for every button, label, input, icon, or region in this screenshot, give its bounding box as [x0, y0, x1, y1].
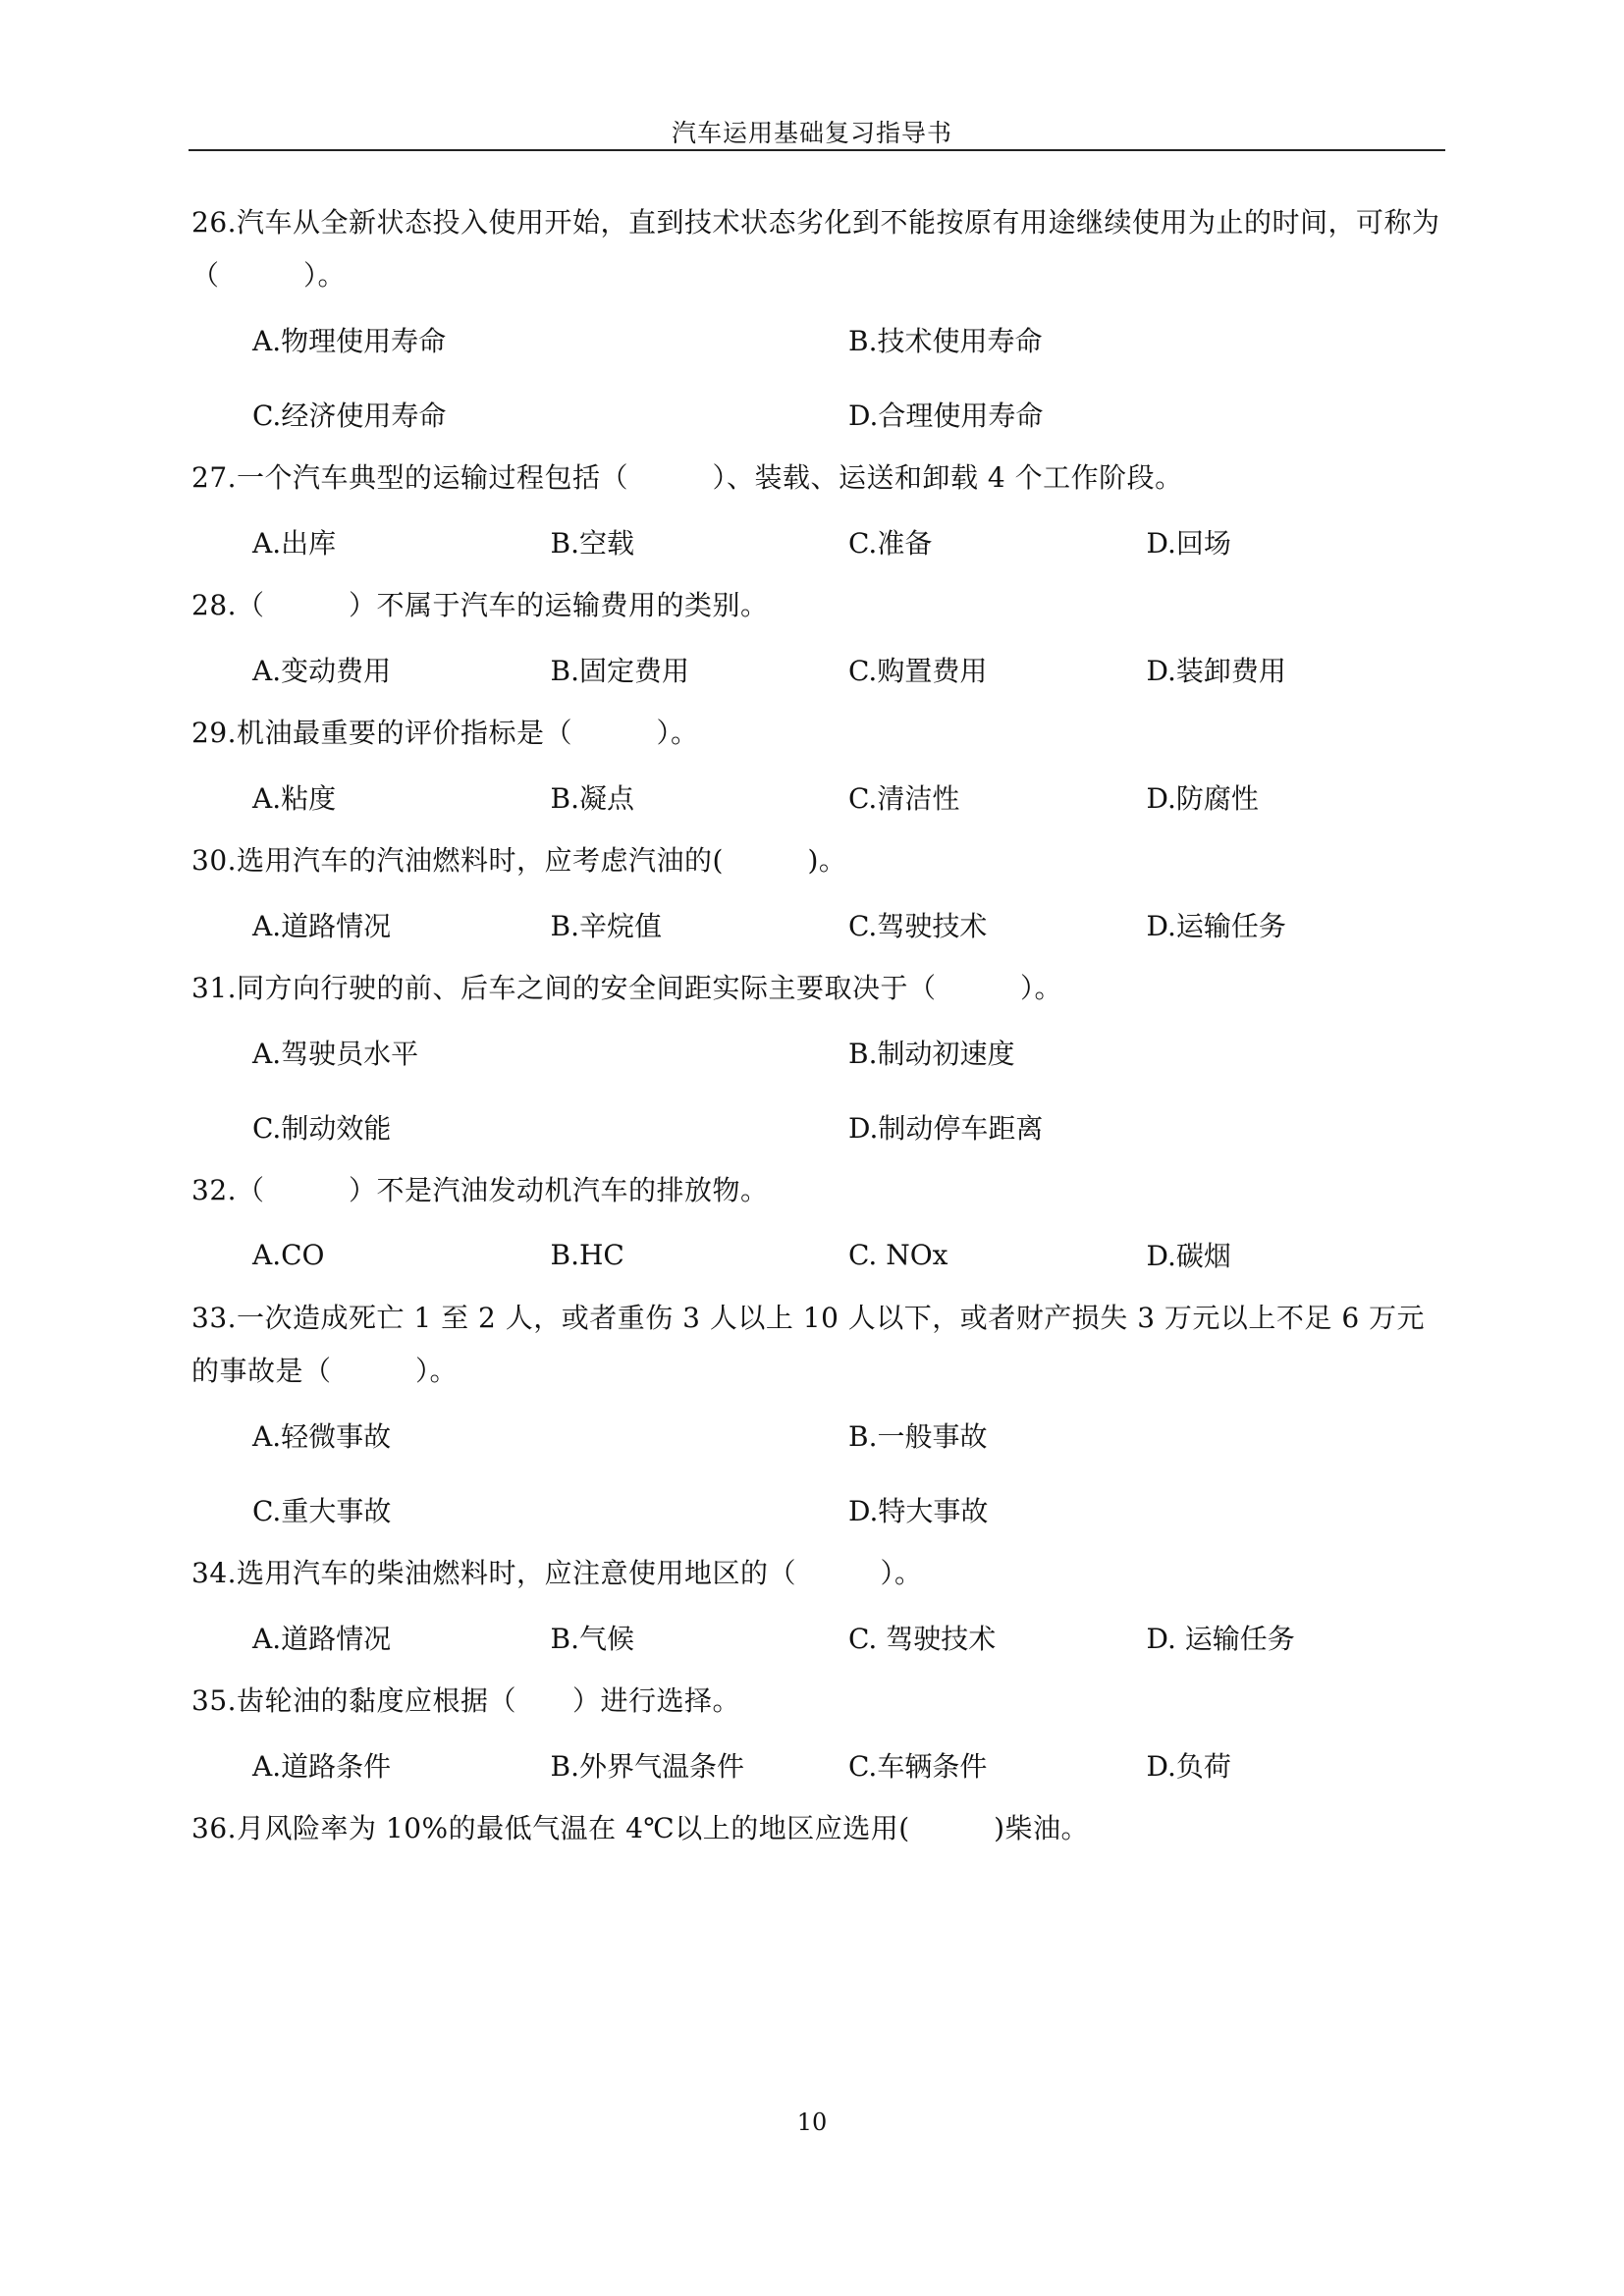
question-28: 28.（ ）不属于汽车的运输费用的类别。 [191, 589, 769, 621]
options-33 [191, 1398, 1444, 1472]
question-31: 31.同方向行驶的前、后车之间的安全间距实际主要取决于（ ）。 [191, 972, 1063, 1004]
option: B.气候 [550, 1623, 634, 1655]
options-31-row2 [191, 1090, 1444, 1164]
option: D.制动停车距离 [848, 1112, 1044, 1145]
option: B.制动初速度 [848, 1038, 1015, 1070]
option: A.道路条件 [252, 1750, 392, 1783]
options-27 [191, 505, 1444, 579]
options-32 [191, 1217, 1444, 1292]
option: B.凝点 [550, 782, 634, 815]
question-list [191, 196, 1444, 1855]
question-32: 32.（ ）不是汽油发动机汽车的排放物。 [191, 1174, 769, 1206]
option: D.负荷 [1146, 1750, 1231, 1783]
options-26 [191, 302, 1444, 377]
option: A.道路情况 [252, 910, 392, 942]
options-26-row2 [191, 377, 1444, 452]
option: C. 驾驶技术 [848, 1623, 997, 1655]
options-30 [191, 887, 1444, 962]
option: A.变动费用 [252, 655, 392, 687]
option: B.技术使用寿命 [848, 325, 1043, 357]
page-number: 10 [796, 2109, 828, 2136]
option: C.车辆条件 [848, 1750, 988, 1783]
option: C.驾驶技术 [848, 910, 988, 942]
page-header-title: 汽车运用基础复习指导书 [671, 119, 952, 147]
option: D.回场 [1146, 527, 1231, 560]
option: D.装卸费用 [1146, 655, 1286, 687]
option: B.固定费用 [550, 655, 689, 687]
option: B.空载 [550, 527, 634, 560]
options-35 [191, 1728, 1444, 1802]
option: A.粘度 [252, 782, 337, 815]
options-34 [191, 1600, 1444, 1675]
header-rule [189, 149, 1445, 151]
question-27: 27.一个汽车典型的运输过程包括（ ）、装载、运送和卸载 4 个工作阶段。 [191, 461, 1183, 494]
options-29 [191, 760, 1444, 834]
option: C.制动效能 [252, 1112, 392, 1145]
option: D.运输任务 [1146, 910, 1286, 942]
option: C.购置费用 [848, 655, 988, 687]
option: C. NOx [848, 1238, 948, 1271]
option: C.准备 [848, 527, 933, 560]
option: A.轻微事故 [252, 1420, 392, 1453]
option: D.防腐性 [1146, 782, 1259, 815]
question-30: 30.选用汽车的汽油燃料时，应考虑汽油的( )。 [191, 844, 847, 877]
option: B.HC [550, 1238, 624, 1271]
option: B.外界气温条件 [550, 1750, 744, 1783]
option: A.驾驶员水平 [252, 1038, 419, 1070]
option: A.道路情况 [252, 1623, 392, 1655]
option: D.碳烟 [1146, 1240, 1231, 1272]
option: A.CO [252, 1238, 325, 1271]
options-28 [191, 632, 1444, 707]
option: C.清洁性 [848, 782, 960, 815]
option: D.特大事故 [848, 1495, 989, 1527]
question-26: 26.汽车从全新状态投入使用开始，直到技术状态劣化到不能按原有用途继续使用为止的时间，可称为（ ）。 [191, 206, 1440, 292]
option: A.物理使用寿命 [252, 325, 447, 357]
question-36: 36.月风险率为 10%的最低气温在 4℃以上的地区应选用( )柴油。 [191, 1812, 1090, 1844]
option: C.经济使用寿命 [252, 400, 447, 432]
option: B.一般事故 [848, 1420, 988, 1453]
options-31 [191, 1015, 1444, 1090]
question-29: 29.机油最重要的评价指标是（ ）。 [191, 717, 699, 749]
options-33-row2 [191, 1472, 1444, 1547]
option: A.出库 [252, 527, 337, 560]
question-33: 33.一次造成死亡 1 至 2 人，或者重伤 3 人以上 10 人以下，或者财产损失 3 万元以上不足 6 万元的事故是（ ）。 [191, 1302, 1426, 1387]
question-34: 34.选用汽车的柴油燃料时，应注意使用地区的（ ）。 [191, 1557, 923, 1589]
option: C.重大事故 [252, 1495, 392, 1527]
question-35: 35.齿轮油的黏度应根据（ ）进行选择。 [191, 1684, 741, 1717]
option: B.辛烷值 [550, 910, 662, 942]
option: D.合理使用寿命 [848, 400, 1044, 432]
option: D. 运输任务 [1146, 1623, 1295, 1655]
